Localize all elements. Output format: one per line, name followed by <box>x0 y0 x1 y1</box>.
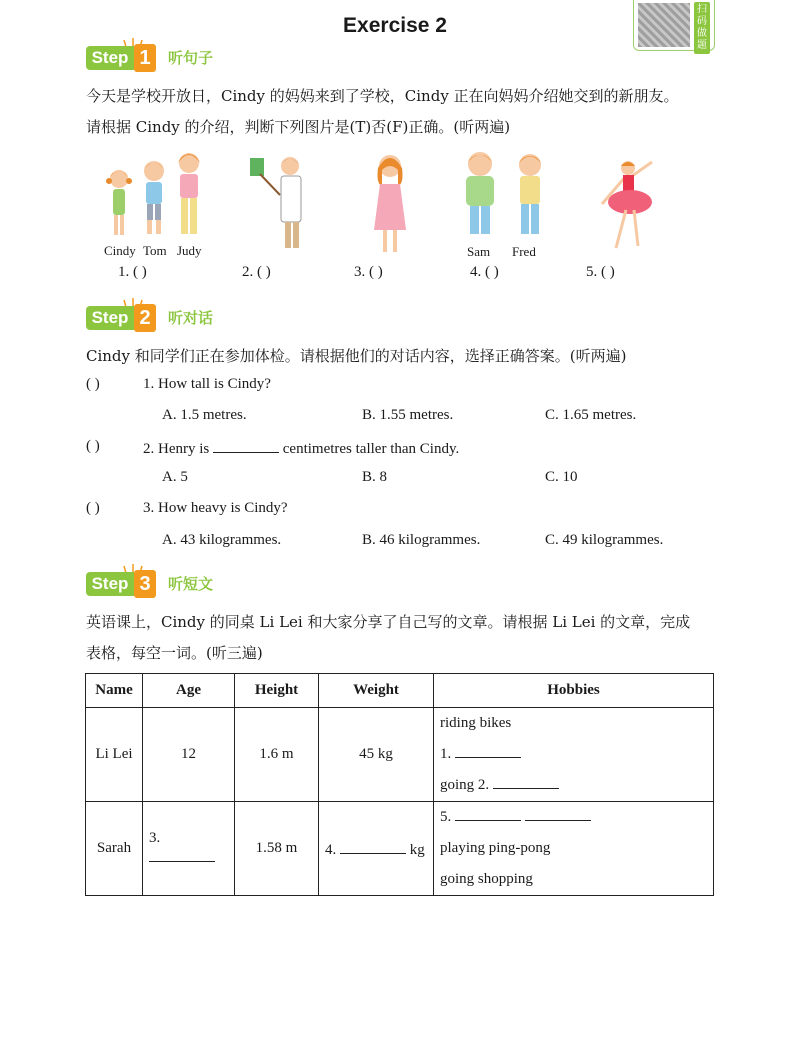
q2-option-b[interactable]: B. 8 <box>362 469 388 485</box>
blank-number: 1. <box>440 746 452 762</box>
q1-answer-paren[interactable]: ( ) <box>86 376 100 392</box>
step1-intro-line1: 今天是学校开放日，Cindy 的妈妈来到了学校，Cindy 正在向妈妈介绍她交到的新朋友。 <box>86 87 679 105</box>
step-number: 1 <box>134 44 156 72</box>
label-fred: Fred <box>512 244 536 259</box>
step-title: 听对话 <box>168 309 214 327</box>
picture-2-doctor <box>245 150 315 260</box>
step-word: Step <box>86 46 134 70</box>
q3-text: 3. How heavy is Cindy? <box>143 500 288 516</box>
hobby-text: playing ping-pong <box>440 840 551 856</box>
header-age: Age <box>143 674 235 708</box>
hobby-blank-5 <box>440 802 707 833</box>
step1-answer-1[interactable]: 1. ( ) <box>118 264 147 280</box>
cell-hobbies <box>434 802 714 896</box>
label-tom: Tom <box>143 243 167 258</box>
picture-3-girl <box>368 150 413 260</box>
hobby-text: going shopping <box>440 871 533 887</box>
hobby-blank-1 <box>440 739 707 770</box>
blank-field-5b[interactable] <box>525 806 591 821</box>
cell-weight <box>319 802 434 896</box>
blank-field-1[interactable] <box>455 743 521 758</box>
step-word: Step <box>86 306 134 330</box>
header-weight: Weight <box>319 674 434 708</box>
step-number: 3 <box>134 570 156 598</box>
blank-number: 5. <box>440 809 452 825</box>
blank-field-2[interactable] <box>493 774 559 789</box>
q3-option-b[interactable]: B. 46 kilogrammes. <box>362 532 481 548</box>
cell-weight: 45 kg <box>319 708 434 802</box>
q2-option-c[interactable]: C. 10 <box>545 469 578 485</box>
header-hobbies: Hobbies <box>434 674 714 708</box>
page-title: Exercise 2 <box>343 14 447 37</box>
step1-answer-2[interactable]: 2. ( ) <box>242 264 271 280</box>
q2-answer-paren[interactable]: ( ) <box>86 438 100 454</box>
qr-code-icon[interactable] <box>638 3 690 47</box>
q1-option-c[interactable]: C. 1.65 metres. <box>545 407 637 423</box>
picture-4-sam-fred <box>458 148 553 248</box>
cell-name: Sarah <box>86 802 143 896</box>
step2-intro: Cindy 和同学们正在参加体检。请根据他们的对话内容，选择正确答案。(听两遍) <box>86 347 627 365</box>
hobby-text: riding bikes <box>440 715 512 731</box>
step-title: 听句子 <box>168 49 214 67</box>
qr-code-box[interactable] <box>633 0 715 51</box>
blank-number: 3. <box>149 830 161 846</box>
step-word: Step <box>86 572 134 596</box>
header-name: Name <box>86 674 143 708</box>
weight-unit: kg <box>409 841 425 858</box>
cell-age: 12 <box>143 708 235 802</box>
q2-blank[interactable] <box>213 438 279 453</box>
step-number: 2 <box>134 304 156 332</box>
label-cindy: Cindy <box>104 243 136 258</box>
header-height: Height <box>235 674 319 708</box>
table-header-row <box>86 674 714 708</box>
q3-option-c[interactable]: C. 49 kilogrammes. <box>545 532 664 548</box>
picture-1-three-kids <box>100 145 210 245</box>
q1-text: 1. How tall is Cindy? <box>143 376 271 392</box>
q3-answer-paren[interactable]: ( ) <box>86 500 100 516</box>
step1-answer-5[interactable]: 5. ( ) <box>586 264 615 280</box>
cell-name: Li Lei <box>86 708 143 802</box>
cell-height: 1.6 m <box>235 708 319 802</box>
blank-field-3[interactable] <box>149 847 215 862</box>
cell-age <box>143 802 235 896</box>
hobbies-table <box>85 673 714 896</box>
step3-intro-line2: 表格，每空一词。(听三遍) <box>86 644 263 662</box>
q2-text-after: centimetres taller than Cindy. <box>282 441 460 457</box>
q3-option-a[interactable]: A. 43 kilogrammes. <box>162 532 282 548</box>
label-sam: Sam <box>467 244 491 259</box>
blank-field-4[interactable] <box>340 839 406 854</box>
q1-option-a[interactable]: A. 1.5 metres. <box>162 407 247 423</box>
hobby-blank-2 <box>440 770 707 801</box>
step1-intro-line2: 请根据 Cindy 的介绍，判断下列图片是(T)否(F)正确。(听两遍) <box>86 118 511 136</box>
q1-option-b[interactable]: B. 1.55 metres. <box>362 407 454 423</box>
blank-number: 4. <box>325 841 337 858</box>
label-judy: Judy <box>177 243 202 258</box>
step1-answer-3[interactable]: 3. ( ) <box>354 264 383 280</box>
q2-option-a[interactable]: A. 5 <box>162 469 188 485</box>
step1-answer-4[interactable]: 4. ( ) <box>470 264 499 280</box>
cell-height: 1.58 m <box>235 802 319 896</box>
step-title: 听短文 <box>168 575 214 593</box>
blank-prefix: going 2. <box>440 777 490 793</box>
picture-5-ballerina <box>598 158 658 258</box>
cell-hobbies <box>434 708 714 802</box>
table-row <box>86 802 714 896</box>
step3-intro-line1: 英语课上，Cindy 的同桌 Li Lei 和大家分享了自己写的文章。请根据 Li Lei 的文章，完成 <box>86 613 691 631</box>
blank-field-5a[interactable] <box>455 806 521 821</box>
table-row <box>86 708 714 802</box>
qr-label: 扫码做题 <box>694 2 710 54</box>
q2-text <box>143 438 459 458</box>
q2-text-before: 2. Henry is <box>143 441 210 457</box>
